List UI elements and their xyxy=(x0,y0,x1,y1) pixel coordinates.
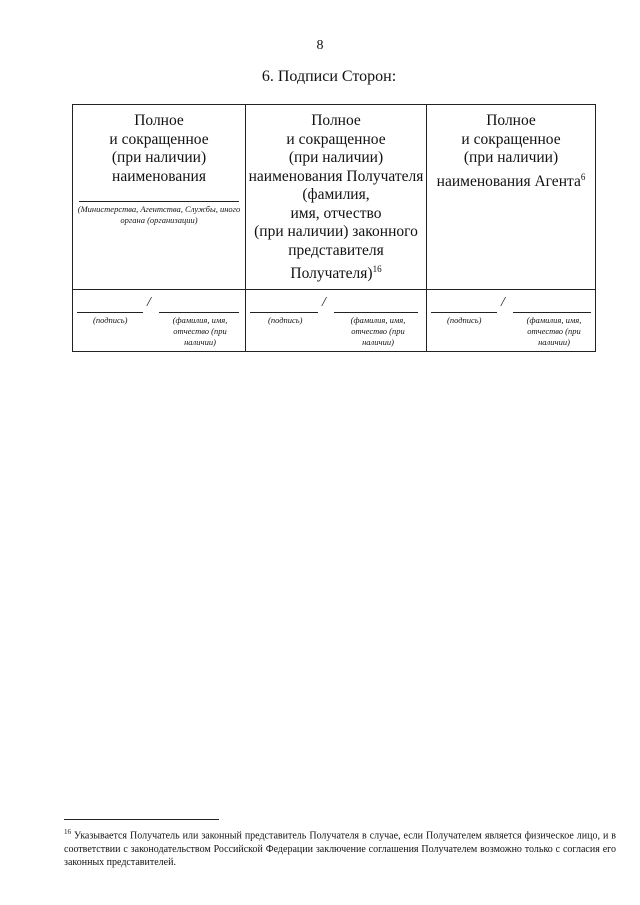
name-caption: (фамилия, имя, отчество (при наличии) xyxy=(526,315,582,347)
name-caption: (фамилия, имя, отчество (при наличии) xyxy=(172,315,228,347)
heading-line: (при наличии) xyxy=(111,149,207,166)
signature-line xyxy=(250,312,318,313)
heading-line: Полное xyxy=(311,112,361,129)
heading-line: и сокращенное xyxy=(461,130,561,148)
signature-slash: / xyxy=(501,295,505,310)
heading-line: и сокращенное xyxy=(109,130,209,148)
signature-caption: (подпись) xyxy=(268,315,303,325)
heading-line: имя, отчество xyxy=(290,204,382,222)
signature-row xyxy=(73,295,245,347)
heading-line: наименования Получателя xyxy=(248,167,424,185)
footnote xyxy=(64,826,616,870)
signature-slash: / xyxy=(322,295,326,310)
footnote-separator xyxy=(64,819,219,820)
footnote-text: Указывается Получатель или законный представитель Получателя в случае, если Получателем является физическое лицо, и в соответствии с законодательством Российской Федерации заключение соглашения Получателем возможно только с согласия его законных представителей. xyxy=(64,830,617,869)
name-line xyxy=(159,312,239,313)
column-ministry-heading xyxy=(75,112,243,186)
heading-line: и сокращенное xyxy=(286,130,386,148)
signature-caption: (подпись) xyxy=(93,315,128,325)
heading-line: (фамилия, xyxy=(302,186,370,203)
heading-line: (при наличии) xyxy=(288,149,384,166)
column-agent xyxy=(426,105,595,351)
heading-line: (при наличии) xyxy=(463,149,559,166)
name-caption: (фамилия, имя, отчество (при наличии) xyxy=(350,315,406,347)
heading-line: наименования xyxy=(112,167,206,185)
signature-row xyxy=(427,295,595,347)
signature-line xyxy=(431,312,497,313)
column-agent-heading xyxy=(429,112,593,191)
heading-line xyxy=(248,260,424,284)
column-recipient xyxy=(245,105,426,351)
heading-line: представителя xyxy=(288,241,384,259)
column-recipient-heading xyxy=(248,112,424,284)
footnote-number: 16 xyxy=(64,828,71,836)
signature-row xyxy=(246,295,426,347)
signatures-table xyxy=(72,104,596,352)
heading-line-text: наименования Агента xyxy=(436,172,581,190)
footnote-ref: 6 xyxy=(580,171,586,182)
heading-line: (при наличии) законного xyxy=(254,223,418,240)
signature-slash: / xyxy=(147,295,151,310)
org-name-caption: (Министерства, Агентства, Службы, иного органа (организации) xyxy=(77,204,241,225)
footnote-ref: 16 xyxy=(372,264,382,274)
column-ministry xyxy=(73,105,245,351)
heading-line: Полное xyxy=(486,112,536,129)
name-line xyxy=(334,312,418,313)
name-line xyxy=(513,312,591,313)
heading-line xyxy=(429,168,593,192)
page-number: 8 xyxy=(316,38,324,53)
heading-line-text: Получателя) xyxy=(290,265,373,283)
signature-line xyxy=(77,312,143,313)
heading-line: Полное xyxy=(134,112,184,129)
org-name-line xyxy=(79,201,239,202)
section-title: 6. Подписи Сторон: xyxy=(261,68,397,85)
signature-caption: (подпись) xyxy=(447,315,482,325)
